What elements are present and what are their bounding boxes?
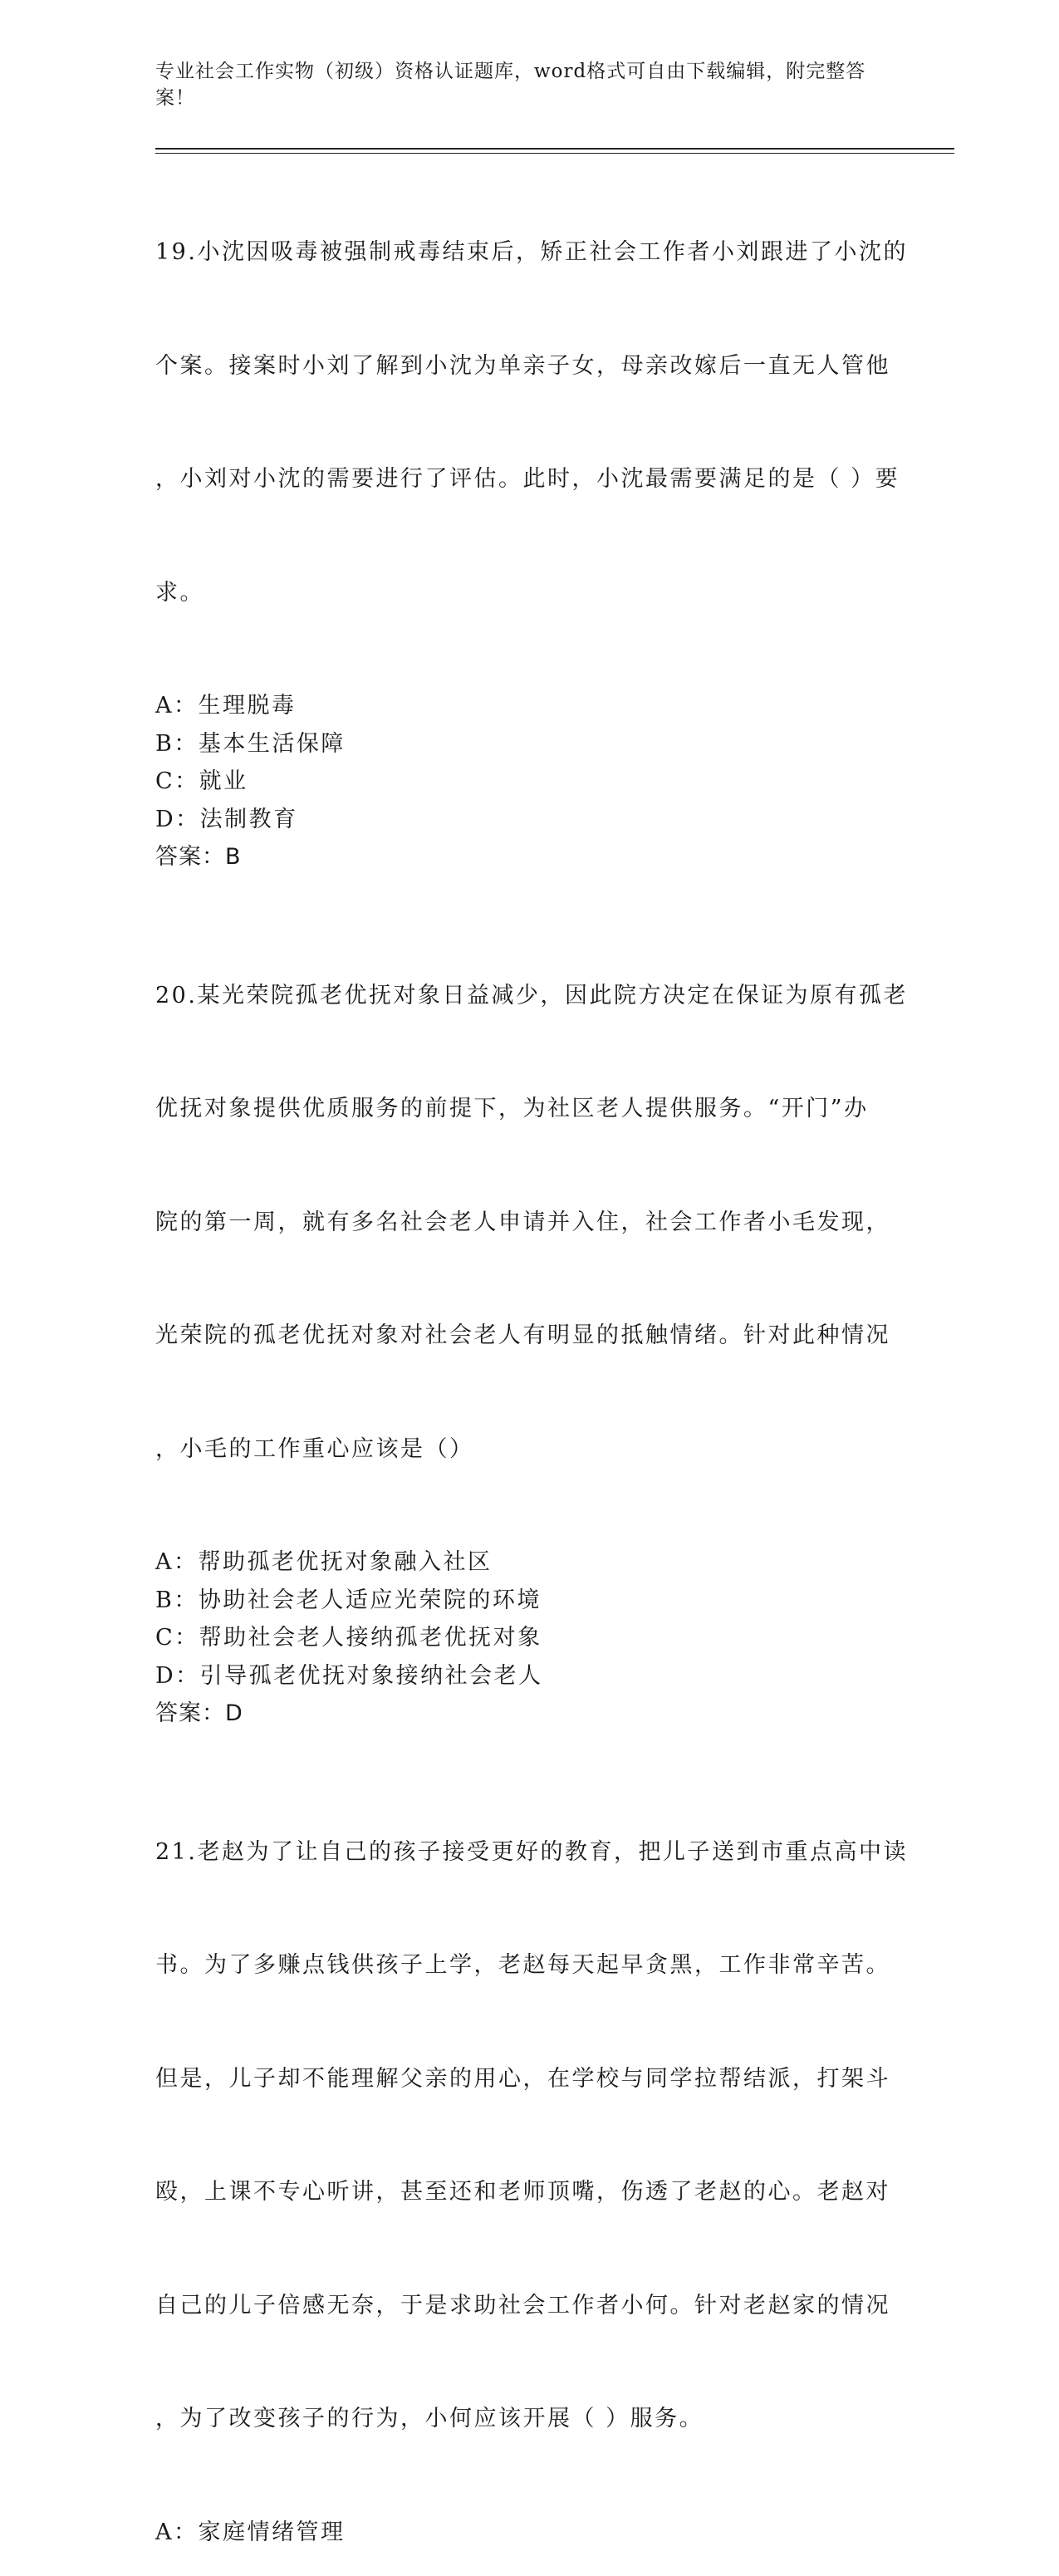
stem-line: 光荣院的孤老优抚对象对社会老人有明显的抵触情绪。针对此种情况 [155, 1322, 890, 1348]
stem-line: ，小毛的工作重心应该是（） [155, 1435, 474, 1462]
question-19 [155, 158, 908, 876]
stem-line: 殴，上课不专心听讲，甚至还和老师顶嘴，伤透了老赵的心。老赵对 [155, 2179, 890, 2205]
question-list [155, 158, 908, 2576]
option-a: A：家庭情绪管理 [155, 2519, 346, 2545]
stem-line: 院的第一周，就有多名社会老人申请并入住，社会工作者小毛发现， [155, 1209, 890, 1235]
header-rule-thin [155, 153, 954, 154]
option-b: B：协助社会老人适应光荣院的环境 [155, 1587, 542, 1613]
stem-line: 书。为了多赚点钱供孩子上学，老赵每天起早贪黑，工作非常辛苦。 [155, 1952, 890, 1978]
option-a: A：帮助孤老优抚对象融入社区 [155, 1549, 493, 1575]
option-d: D：法制教育 [155, 806, 298, 832]
option-d: D：引导孤老优抚对象接纳社会老人 [155, 1662, 543, 1689]
stem-line: 自己的儿子倍感无奈，于是求助社会工作者小何。针对老赵家的情况 [155, 2292, 890, 2318]
stem-line: 但是，儿子却不能理解父亲的用心，在学校与同学拉帮结派，打架斗 [155, 2065, 890, 2092]
question-21 [155, 1758, 908, 2552]
stem-line: 求。 [155, 579, 204, 606]
stem-line: 优抚对象提供优质服务的前提下，为社区老人提供服务。“开门”办 [155, 1096, 869, 1121]
answer-line: 答案：B [155, 844, 242, 870]
question-20 [155, 901, 908, 1733]
option-a: A：生理脱毒 [155, 693, 297, 719]
stem-line: 21.老赵为了让自己的孩子接受更好的教育，把儿子送到市重点高中读 [155, 1838, 908, 1865]
stem-line: 个案。接案时小刘了解到小沈为单亲子女，母亲改嫁后一直无人管他 [155, 352, 890, 379]
answer-line: 答案：D [155, 1700, 243, 1726]
question-stem [155, 158, 908, 687]
question-stem [155, 901, 908, 1544]
question-stem [155, 1758, 908, 2514]
stem-line: 19.小沈因吸毒被强制戒毒结束后，矫正社会工作者小刘跟进了小沈的 [155, 239, 908, 265]
stem-line: 20.某光荣院孤老优抚对象日益减少，因此院方决定在保证为原有孤老 [155, 982, 908, 1008]
page-header: 专业社会工作实物（初级）资格认证题库，word格式可自由下载编辑，附完整答案！ [155, 61, 866, 109]
stem-line: ，小刘对小沈的需要进行了评估。此时，小沈最需要满足的是（ ）要 [155, 466, 900, 492]
option-b: B：基本生活保障 [155, 730, 346, 757]
stem-line: ，为了改变孩子的行为，小何应该开展（ ）服务。 [155, 2406, 704, 2431]
header-rule-thick [155, 148, 954, 150]
option-c: C：就业 [155, 768, 248, 794]
option-c: C：帮助社会老人接纳孤老优抚对象 [155, 1625, 542, 1651]
